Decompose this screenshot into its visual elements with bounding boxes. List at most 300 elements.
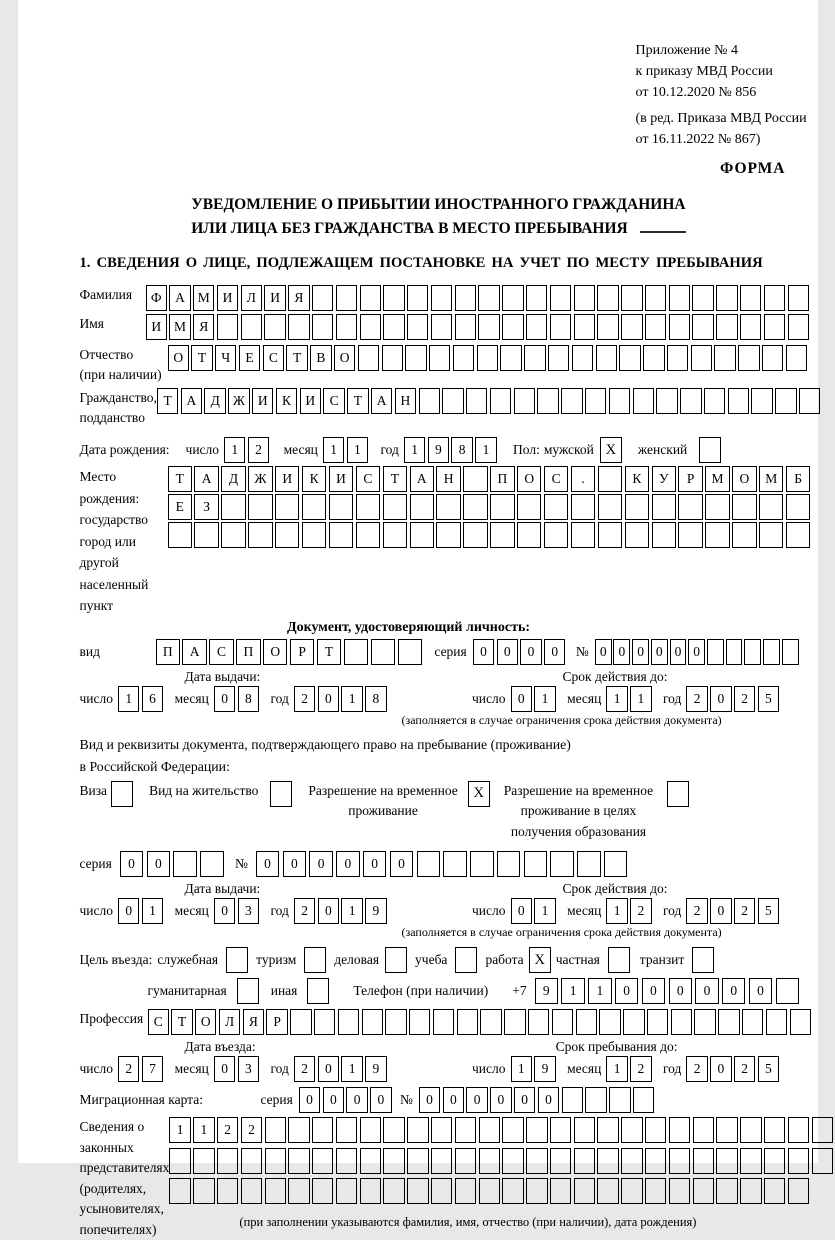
char-cell[interactable] [502,1117,523,1143]
char-cell[interactable]: Р [266,1009,287,1035]
char-cell[interactable] [726,639,743,665]
char-cell[interactable]: Т [157,388,178,414]
char-cell[interactable]: 1 [606,686,627,712]
char-cell[interactable] [678,494,702,520]
char-cell[interactable] [479,1117,500,1143]
char-cell[interactable]: 0 [613,639,630,665]
char-cell[interactable] [264,314,285,340]
char-cell[interactable] [436,522,460,548]
char-cell[interactable] [290,1009,311,1035]
char-cell[interactable]: 0 [443,1087,464,1113]
char-cell[interactable]: 2 [217,1117,238,1143]
char-cell[interactable] [526,314,547,340]
char-cell[interactable]: 0 [318,1056,339,1082]
char-cell[interactable]: Л [219,1009,240,1035]
char-cell[interactable]: 0 [323,1087,344,1113]
char-cell[interactable] [694,1009,715,1035]
char-cell[interactable]: 0 [749,978,772,1004]
char-cell[interactable] [383,1148,404,1174]
char-cell[interactable]: 0 [363,851,386,877]
char-cell[interactable] [742,1009,763,1035]
char-cell[interactable] [407,1117,428,1143]
char-cell[interactable]: 0 [466,1087,487,1113]
char-cell[interactable] [455,1178,476,1204]
char-cell[interactable]: 0 [710,898,731,924]
char-cell[interactable]: 0 [490,1087,511,1113]
char-cell[interactable]: А [371,388,392,414]
char-cell[interactable]: 0 [214,1056,235,1082]
char-cell[interactable] [288,1117,309,1143]
char-cell[interactable] [645,1117,666,1143]
char-cell[interactable] [744,639,761,665]
char-cell[interactable] [442,388,463,414]
char-cell[interactable] [288,1148,309,1174]
char-cell[interactable] [502,1148,523,1174]
char-cell[interactable] [217,1148,238,1174]
char-cell[interactable]: М [759,466,783,492]
char-cell[interactable] [217,1178,238,1204]
char-cell[interactable] [526,285,547,311]
char-cell[interactable] [419,388,440,414]
char-cell[interactable] [383,1117,404,1143]
char-cell[interactable] [502,1178,523,1204]
char-cell[interactable] [550,285,571,311]
char-cell[interactable] [776,978,799,1004]
char-cell[interactable]: 0 [669,978,692,1004]
char-cell[interactable]: Д [204,388,225,414]
char-cell[interactable] [168,522,192,548]
char-cell[interactable] [241,314,262,340]
char-cell[interactable] [571,494,595,520]
char-cell[interactable] [431,1178,452,1204]
char-cell[interactable] [410,494,434,520]
char-cell[interactable] [732,522,756,548]
char-cell[interactable]: 1 [511,1056,532,1082]
char-cell[interactable] [360,1117,381,1143]
char-cell[interactable]: 0 [309,851,332,877]
char-cell[interactable]: 6 [142,686,163,712]
char-cell[interactable]: 0 [120,851,143,877]
char-cell[interactable] [517,522,541,548]
char-cell[interactable] [652,494,676,520]
char-cell[interactable]: 1 [534,898,555,924]
char-cell[interactable] [786,494,810,520]
char-cell[interactable]: О [517,466,541,492]
char-cell[interactable] [693,1117,714,1143]
char-cell[interactable]: 1 [588,978,611,1004]
char-cell[interactable] [362,1009,383,1035]
char-cell[interactable] [751,388,772,414]
char-cell[interactable] [221,522,245,548]
char-cell[interactable] [453,345,474,371]
char-cell[interactable]: 1 [606,1056,627,1082]
char-cell[interactable] [241,1148,262,1174]
char-cell[interactable] [669,1178,690,1204]
char-cell[interactable]: 0 [497,639,518,665]
char-cell[interactable] [788,1148,809,1174]
char-cell[interactable] [455,1117,476,1143]
char-cell[interactable]: 7 [142,1056,163,1082]
char-cell[interactable]: З [194,494,218,520]
char-cell[interactable] [356,522,380,548]
char-cell[interactable] [436,494,460,520]
char-cell[interactable] [490,522,514,548]
char-cell[interactable]: Е [168,494,192,520]
char-cell[interactable]: 0 [318,686,339,712]
char-cell[interactable]: Т [383,466,407,492]
char-cell[interactable] [217,314,238,340]
char-cell[interactable]: 0 [283,851,306,877]
char-cell[interactable] [782,639,799,665]
char-cell[interactable]: 1 [606,898,627,924]
char-cell[interactable]: С [356,466,380,492]
char-cell[interactable] [707,639,724,665]
char-cell[interactable] [561,388,582,414]
char-cell[interactable] [740,1148,761,1174]
char-cell[interactable]: 0 [595,639,612,665]
char-cell[interactable]: И [264,285,285,311]
char-cell[interactable]: 0 [336,851,359,877]
char-cell[interactable] [544,522,568,548]
char-cell[interactable] [548,345,569,371]
char-cell[interactable]: 0 [390,851,413,877]
char-cell[interactable]: 1 [347,437,368,463]
char-cell[interactable] [597,285,618,311]
char-cell[interactable] [763,639,780,665]
char-cell[interactable] [371,639,395,665]
char-cell[interactable]: 1 [561,978,584,1004]
char-cell[interactable] [764,1178,785,1204]
char-cell[interactable]: 0 [511,686,532,712]
char-cell[interactable] [764,1117,785,1143]
char-cell[interactable] [572,345,593,371]
char-cell[interactable] [312,1148,333,1174]
char-cell[interactable] [336,1178,357,1204]
char-cell[interactable]: 1 [404,437,425,463]
purpose-transit-checkbox[interactable] [692,947,714,973]
char-cell[interactable]: 0 [632,639,649,665]
char-cell[interactable] [812,1148,833,1174]
char-cell[interactable]: М [193,285,214,311]
char-cell[interactable]: 1 [630,686,651,712]
char-cell[interactable]: 0 [615,978,638,1004]
char-cell[interactable]: 3 [238,1056,259,1082]
char-cell[interactable] [550,1148,571,1174]
char-cell[interactable] [455,285,476,311]
char-cell[interactable] [762,345,783,371]
char-cell[interactable] [288,1178,309,1204]
char-cell[interactable]: 0 [318,898,339,924]
char-cell[interactable] [786,522,810,548]
char-cell[interactable] [621,1178,642,1204]
char-cell[interactable] [407,285,428,311]
char-cell[interactable] [598,522,622,548]
char-cell[interactable] [669,1117,690,1143]
char-cell[interactable] [550,1178,571,1204]
char-cell[interactable]: С [323,388,344,414]
char-cell[interactable] [705,522,729,548]
char-cell[interactable]: 5 [758,898,779,924]
char-cell[interactable]: 0 [520,639,541,665]
char-cell[interactable] [764,285,785,311]
char-cell[interactable] [544,494,568,520]
char-cell[interactable] [265,1178,286,1204]
char-cell[interactable]: 0 [299,1087,320,1113]
visa-checkbox[interactable] [111,781,133,807]
char-cell[interactable] [716,285,737,311]
char-cell[interactable] [550,314,571,340]
char-cell[interactable]: О [732,466,756,492]
char-cell[interactable] [598,466,622,492]
char-cell[interactable]: В [310,345,331,371]
char-cell[interactable]: 0 [670,639,687,665]
char-cell[interactable] [716,1178,737,1204]
char-cell[interactable] [645,285,666,311]
char-cell[interactable] [193,1148,214,1174]
char-cell[interactable] [431,1148,452,1174]
char-cell[interactable]: 5 [758,686,779,712]
char-cell[interactable]: 9 [535,978,558,1004]
char-cell[interactable]: 0 [642,978,665,1004]
char-cell[interactable]: 0 [346,1087,367,1113]
char-cell[interactable] [517,494,541,520]
char-cell[interactable]: Е [239,345,260,371]
char-cell[interactable]: 0 [473,639,494,665]
char-cell[interactable] [671,1009,692,1035]
char-cell[interactable]: 0 [514,1087,535,1113]
char-cell[interactable] [799,388,820,414]
char-cell[interactable]: 2 [241,1117,262,1143]
char-cell[interactable]: 0 [511,898,532,924]
char-cell[interactable] [407,314,428,340]
char-cell[interactable]: 2 [734,1056,755,1082]
purpose-business-checkbox[interactable] [385,947,407,973]
char-cell[interactable] [383,285,404,311]
char-cell[interactable]: 0 [214,898,235,924]
char-cell[interactable] [302,522,326,548]
char-cell[interactable]: Н [395,388,416,414]
char-cell[interactable] [718,1009,739,1035]
char-cell[interactable]: Н [436,466,460,492]
char-cell[interactable] [667,345,688,371]
char-cell[interactable]: 1 [224,437,245,463]
char-cell[interactable]: 8 [365,686,386,712]
char-cell[interactable] [625,522,649,548]
char-cell[interactable] [788,1178,809,1204]
char-cell[interactable] [574,1148,595,1174]
char-cell[interactable]: 1 [341,686,362,712]
char-cell[interactable] [383,494,407,520]
char-cell[interactable]: С [209,639,233,665]
char-cell[interactable] [200,851,223,877]
char-cell[interactable] [786,345,807,371]
char-cell[interactable] [479,1148,500,1174]
char-cell[interactable] [669,314,690,340]
char-cell[interactable] [704,388,725,414]
char-cell[interactable] [265,1148,286,1174]
char-cell[interactable] [609,1087,630,1113]
char-cell[interactable] [417,851,440,877]
char-cell[interactable]: 0 [538,1087,559,1113]
char-cell[interactable] [633,1087,654,1113]
char-cell[interactable] [470,851,493,877]
char-cell[interactable]: И [217,285,238,311]
purpose-official-checkbox[interactable] [226,947,248,973]
male-checkbox[interactable]: X [600,437,622,463]
char-cell[interactable] [740,1178,761,1204]
char-cell[interactable] [528,1009,549,1035]
char-cell[interactable]: 0 [147,851,170,877]
char-cell[interactable] [169,1178,190,1204]
char-cell[interactable]: А [182,639,206,665]
char-cell[interactable] [480,1009,501,1035]
char-cell[interactable]: 0 [710,686,731,712]
char-cell[interactable] [764,314,785,340]
char-cell[interactable]: 2 [686,898,707,924]
char-cell[interactable] [775,388,796,414]
char-cell[interactable] [552,1009,573,1035]
char-cell[interactable] [680,388,701,414]
char-cell[interactable] [645,1178,666,1204]
char-cell[interactable]: Т [168,466,192,492]
char-cell[interactable] [336,1117,357,1143]
char-cell[interactable] [502,285,523,311]
char-cell[interactable] [358,345,379,371]
char-cell[interactable] [455,314,476,340]
char-cell[interactable] [329,494,353,520]
char-cell[interactable] [479,1178,500,1204]
char-cell[interactable] [562,1087,583,1113]
char-cell[interactable]: Ф [146,285,167,311]
char-cell[interactable]: 0 [651,639,668,665]
char-cell[interactable] [407,1148,428,1174]
char-cell[interactable] [740,1117,761,1143]
char-cell[interactable]: Ж [248,466,272,492]
char-cell[interactable] [788,1117,809,1143]
char-cell[interactable] [463,466,487,492]
residence-permit-checkbox[interactable] [270,781,292,807]
char-cell[interactable]: Т [171,1009,192,1035]
char-cell[interactable] [526,1178,547,1204]
char-cell[interactable]: А [194,466,218,492]
char-cell[interactable]: М [169,314,190,340]
char-cell[interactable] [336,285,357,311]
char-cell[interactable] [759,494,783,520]
char-cell[interactable] [633,388,654,414]
purpose-study-checkbox[interactable] [455,947,477,973]
char-cell[interactable]: О [195,1009,216,1035]
char-cell[interactable]: 2 [734,686,755,712]
char-cell[interactable] [596,345,617,371]
char-cell[interactable]: 1 [475,437,496,463]
char-cell[interactable] [576,1009,597,1035]
char-cell[interactable]: 2 [630,1056,651,1082]
char-cell[interactable]: 0 [256,851,279,877]
char-cell[interactable] [619,345,640,371]
char-cell[interactable]: Д [221,466,245,492]
char-cell[interactable] [524,851,547,877]
char-cell[interactable] [431,285,452,311]
char-cell[interactable] [478,314,499,340]
char-cell[interactable]: А [169,285,190,311]
char-cell[interactable] [598,494,622,520]
char-cell[interactable]: У [652,466,676,492]
char-cell[interactable] [788,314,809,340]
char-cell[interactable] [302,494,326,520]
char-cell[interactable] [574,314,595,340]
char-cell[interactable]: П [156,639,180,665]
char-cell[interactable] [466,388,487,414]
char-cell[interactable] [275,494,299,520]
char-cell[interactable] [625,494,649,520]
char-cell[interactable] [740,314,761,340]
char-cell[interactable] [693,1148,714,1174]
char-cell[interactable]: 9 [534,1056,555,1082]
purpose-tourism-checkbox[interactable] [304,947,326,973]
char-cell[interactable]: Я [243,1009,264,1035]
char-cell[interactable] [645,1148,666,1174]
char-cell[interactable]: С [544,466,568,492]
char-cell[interactable] [728,388,749,414]
char-cell[interactable] [738,345,759,371]
char-cell[interactable] [312,285,333,311]
char-cell[interactable] [275,522,299,548]
char-cell[interactable] [585,1087,606,1113]
char-cell[interactable] [669,285,690,311]
char-cell[interactable]: 1 [169,1117,190,1143]
char-cell[interactable]: О [334,345,355,371]
char-cell[interactable]: Ж [228,388,249,414]
char-cell[interactable] [597,1148,618,1174]
char-cell[interactable] [621,1117,642,1143]
char-cell[interactable] [490,494,514,520]
char-cell[interactable] [463,494,487,520]
char-cell[interactable] [455,1148,476,1174]
char-cell[interactable] [457,1009,478,1035]
char-cell[interactable]: Б [786,466,810,492]
char-cell[interactable] [716,1148,737,1174]
char-cell[interactable] [597,1178,618,1204]
char-cell[interactable]: 8 [238,686,259,712]
char-cell[interactable] [338,1009,359,1035]
char-cell[interactable] [429,345,450,371]
char-cell[interactable] [716,1117,737,1143]
char-cell[interactable] [500,345,521,371]
char-cell[interactable] [502,314,523,340]
char-cell[interactable] [497,851,520,877]
char-cell[interactable]: К [276,388,297,414]
char-cell[interactable]: М [705,466,729,492]
char-cell[interactable] [645,314,666,340]
char-cell[interactable] [169,1148,190,1174]
char-cell[interactable] [407,1178,428,1204]
purpose-other-checkbox[interactable] [307,978,329,1004]
char-cell[interactable] [574,285,595,311]
char-cell[interactable] [585,388,606,414]
char-cell[interactable] [241,1178,262,1204]
char-cell[interactable]: 2 [686,1056,707,1082]
char-cell[interactable] [716,314,737,340]
char-cell[interactable] [221,494,245,520]
char-cell[interactable]: 2 [630,898,651,924]
char-cell[interactable] [490,388,511,414]
char-cell[interactable] [597,1117,618,1143]
char-cell[interactable] [336,314,357,340]
char-cell[interactable]: 0 [710,1056,731,1082]
char-cell[interactable] [410,522,434,548]
char-cell[interactable] [577,851,600,877]
char-cell[interactable] [732,494,756,520]
